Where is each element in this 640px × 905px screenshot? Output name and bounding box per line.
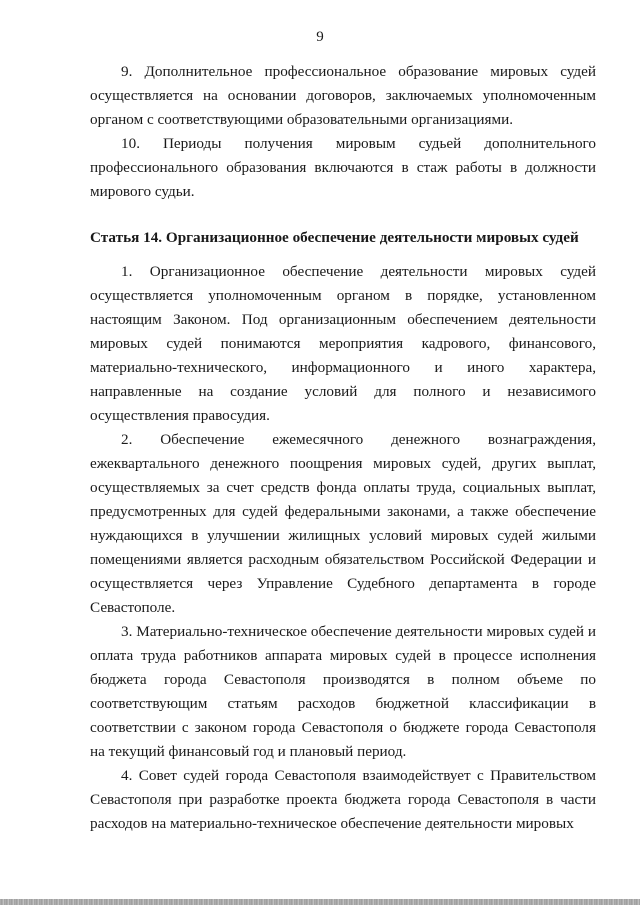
section-spacer — [90, 204, 596, 226]
paragraph-10: 10. Периоды получения мировым судьей дополнительного профессионального образования включаются в стаж работы в должности мирового судьи. — [90, 135, 596, 200]
scan-edge-noise — [0, 899, 640, 905]
paragraph-9: 9. Дополнительное профессиональное образование мировых судей осуществляется на основании договоров, заключаемых уполномоченным органом с соответствующими образовательными организациями. — [90, 63, 596, 128]
article-14-paragraph-2: 2. Обеспечение ежемесячного денежного вознаграждения, ежеквартального денежного поощрения мировых судей, других выплат, осуществляемых за счет средств фонда оплаты труда, социальных выплат, предусмотренных для судей федеральными законами, а также обеспечение нуждающихся в улучшении жилищных условий мировых судей жилыми помещениями является расходным обязательством Российской Федерации и осуществляется через Управление Судебного департамента в городе Севастополе. — [90, 431, 596, 616]
document-body — [90, 60, 596, 836]
page-number: 9 — [316, 29, 324, 45]
article-14-paragraph-3: 3. Материально-техническое обеспечение деятельности мировых судей и оплата труда работников аппарата мировых судей в процессе исполнения бюджета города Севастополя производятся в полном объеме по соответствующим статьям расходов бюджетной классификации в соответствии с законом города Севастополя о бюджете города Севастополя на текущий финансовый год и плановый период. — [90, 623, 596, 760]
heading-spacer — [90, 250, 596, 260]
article-14-paragraph-4: 4. Совет судей города Севастополя взаимодействует с Правительством Севастополя при разработке проекта бюджета города Севастополя в части расходов на материально-техническое обеспечение деятельности мировых — [90, 767, 596, 832]
article-14-paragraph-1: 1. Организационное обеспечение деятельности мировых судей осуществляется уполномоченным органом в порядке, установленном настоящим Законом. Под организационным обеспечением деятельности мировых судей понимаются мероприятия кадрового, финансового, материально-технического, информационного и иного характера, направленные на создание условий для полного и независимого осуществления правосудия. — [90, 263, 596, 424]
article-14-heading: Статья 14. Организационное обеспечение деятельности мировых судей — [90, 229, 579, 246]
